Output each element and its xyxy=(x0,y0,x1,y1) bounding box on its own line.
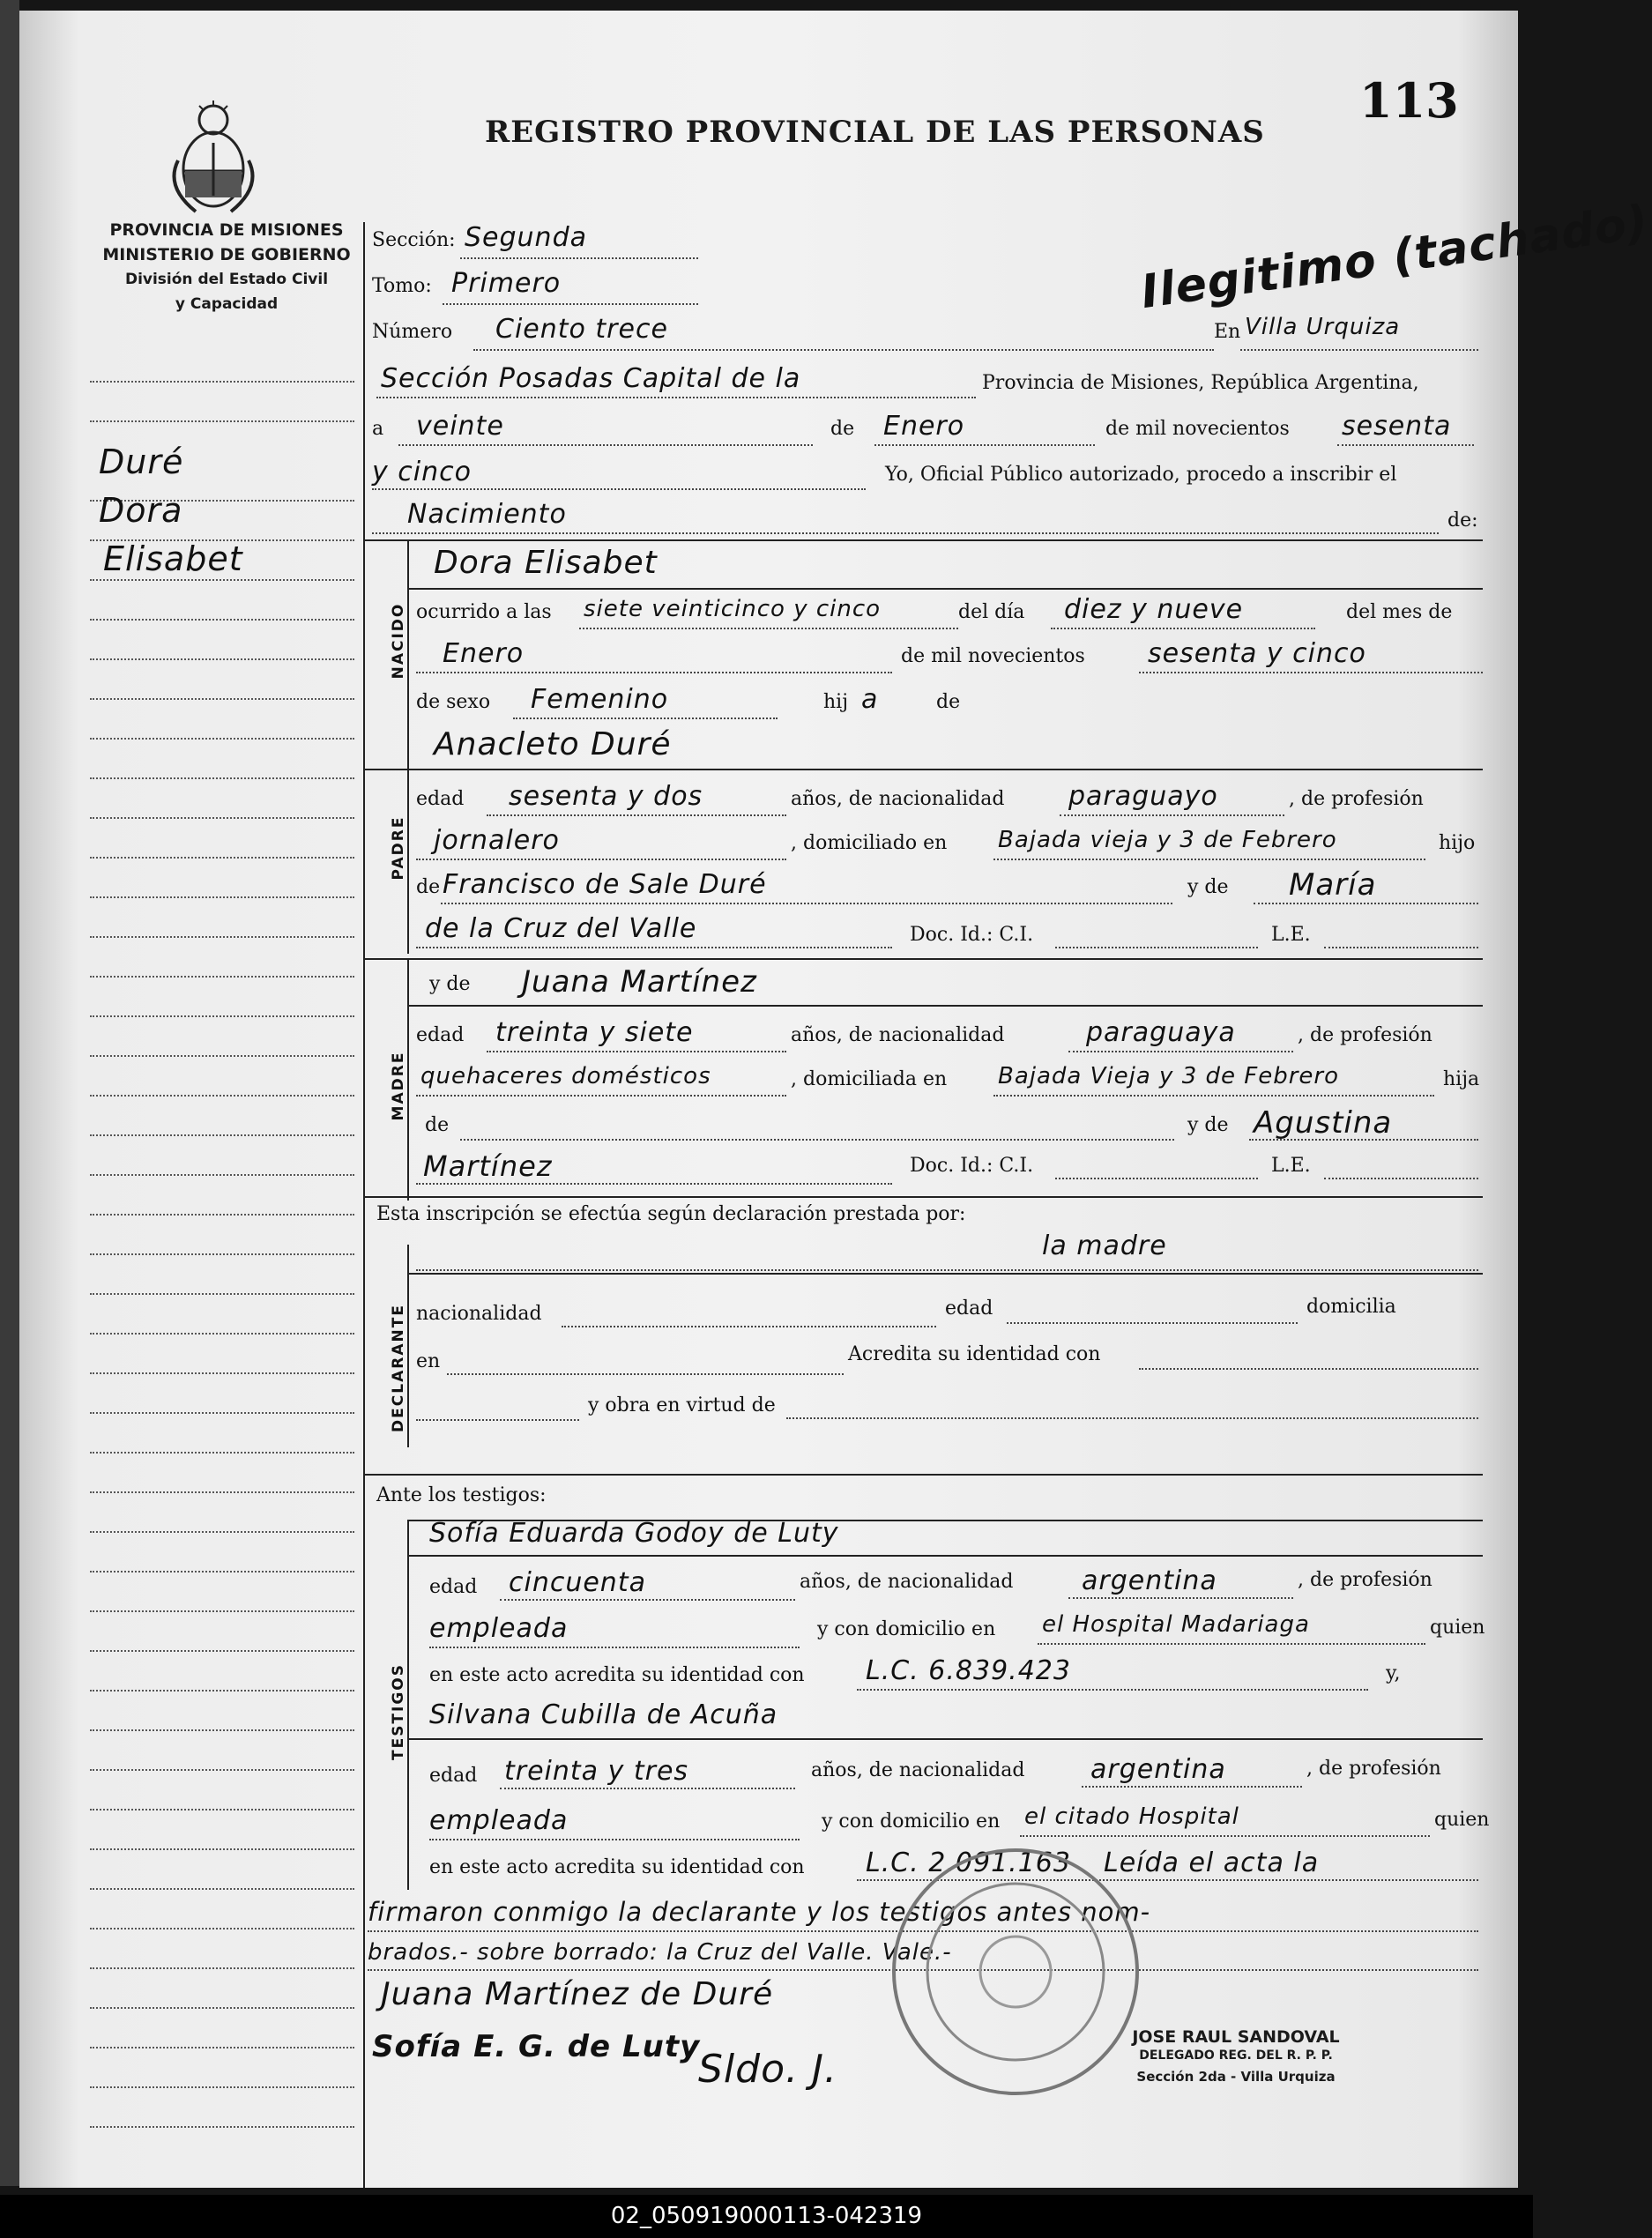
margin-line xyxy=(90,1491,354,1493)
declarante-intro: Esta inscripción se efectúa según declaración prestada por: xyxy=(376,1203,966,1225)
page-edge-left xyxy=(0,0,19,2186)
anio-value: sesenta xyxy=(1342,411,1452,442)
del-mes-label: del mes de xyxy=(1346,601,1453,623)
padre-profesion-value: jornalero xyxy=(434,825,560,856)
padre-nombre: Anacleto Duré xyxy=(434,726,672,762)
closing-line2: firmaron conmigo la declarante y los testigos antes nom- xyxy=(368,1897,1151,1927)
madre-nac-label: años, de nacionalidad xyxy=(791,1024,1005,1046)
margin-line xyxy=(90,1888,354,1890)
t2-dom-value: el citado Hospital xyxy=(1024,1803,1239,1830)
padre-prof-label: , de profesión xyxy=(1289,788,1424,810)
margin-line xyxy=(90,1214,354,1216)
t1-edad-value: cincuenta xyxy=(509,1567,646,1598)
padre-madre-value2: de la Cruz del Valle xyxy=(425,913,697,944)
padre-y-de-label: y de xyxy=(1187,876,1229,898)
t2-quien-label: quien xyxy=(1434,1809,1490,1831)
margin-line xyxy=(90,1015,354,1017)
margin-line xyxy=(90,2047,354,2048)
margin-line xyxy=(90,1531,354,1533)
numero-label: Número xyxy=(372,321,453,343)
anio-nac-value: sesenta y cinco xyxy=(1148,638,1366,669)
margin-rule xyxy=(363,222,365,2188)
del-dia-label: del día xyxy=(958,601,1025,623)
official-seal-icon xyxy=(888,1844,1143,2100)
sexo-label: de sexo xyxy=(416,691,491,713)
margin-line xyxy=(90,1571,354,1573)
nacido-nombre: Dora Elisabet xyxy=(434,545,658,581)
t2-nac-label: años, de nacionalidad xyxy=(811,1759,1025,1781)
closing-line1: Leída el acta la xyxy=(1104,1848,1320,1878)
margin-middle-name: Elisabet xyxy=(103,539,243,578)
nacido-label: NACIDO xyxy=(390,602,407,680)
padre-domicilio-value: Bajada vieja y 3 de Febrero xyxy=(998,827,1337,853)
testigos-intro: Ante los testigos: xyxy=(376,1484,547,1506)
madre-prof-label: , de profesión xyxy=(1298,1024,1432,1046)
tomo-value: Primero xyxy=(451,268,562,299)
padre-edad-label: edad xyxy=(416,788,465,810)
org-line-ministry: MINISTERIO DE GOBIERNO xyxy=(102,245,351,264)
mil-nac-label: de mil novecientos xyxy=(901,645,1085,667)
padre-padre-value: Francisco de Sale Duré xyxy=(443,869,767,900)
provincia-text: Provincia de Misiones, República Argentina, xyxy=(982,372,1419,394)
margin-line xyxy=(90,777,354,779)
coat-of-arms-icon xyxy=(160,99,266,218)
t1-nac-label: años, de nacionalidad xyxy=(800,1571,1014,1593)
mes-value: Enero xyxy=(883,411,965,442)
padre-label: PADRE xyxy=(390,815,407,881)
declarante-domicilia-label: domicilia xyxy=(1306,1296,1396,1318)
seccion-label: Sección: xyxy=(372,229,456,251)
madre-domicilio-value: Bajada Vieja y 3 de Febrero xyxy=(998,1063,1340,1089)
anio2-value: y cinco xyxy=(372,457,472,487)
testigo2-nombre: Silvana Cubilla de Acuña xyxy=(429,1699,778,1730)
t2-prof-value: empleada xyxy=(429,1805,569,1836)
en-value: Villa Urquiza xyxy=(1245,314,1401,340)
t1-doc-value: L.C. 6.839.423 xyxy=(866,1655,1071,1686)
margin-line xyxy=(90,1055,354,1057)
margin-line xyxy=(90,857,354,859)
madre-edad-label: edad xyxy=(416,1024,465,1046)
oficial-nombre: JOSE RAUL SANDOVAL xyxy=(1132,2027,1340,2047)
register-page xyxy=(19,11,1652,2188)
closing-line3: brados.- sobre borrado: la Cruz del Valle. Vale.- xyxy=(368,1939,952,1966)
firma-testigo: Sofía E. G. de Luty xyxy=(372,2029,701,2064)
testigos-label: TESTIGOS xyxy=(390,1662,407,1761)
madre-le-label: L.E. xyxy=(1271,1155,1311,1177)
t2-edad-value: treinta y tres xyxy=(504,1756,689,1787)
margin-line xyxy=(90,2126,354,2128)
t2-dom-label: y con domicilio en xyxy=(822,1810,1001,1833)
hij-suffix: a xyxy=(861,684,879,715)
mil-label: de mil novecientos xyxy=(1105,418,1290,440)
dia-nac-value: diez y nueve xyxy=(1064,594,1244,625)
firma-oficial: Sldo. J. xyxy=(698,2047,837,2092)
firma-declarante: Juana Martínez de Duré xyxy=(381,1976,774,2012)
margin-line xyxy=(90,1333,354,1335)
margin-line xyxy=(90,936,354,938)
margin-line xyxy=(90,1095,354,1097)
margin-line xyxy=(90,381,354,383)
margin-stamp: Ilegitimo (tachado) xyxy=(1137,195,1652,320)
t1-dom-label: y con domicilio en xyxy=(817,1618,996,1640)
t1-prof-label: , de profesión xyxy=(1298,1569,1432,1591)
margin-line xyxy=(90,1769,354,1771)
margin-line xyxy=(90,1452,354,1454)
t1-acredita-label: en este acto acredita su identidad con xyxy=(429,1664,805,1686)
org-line-capacity: y Capacidad xyxy=(175,295,279,313)
org-line-division: División del Estado Civil xyxy=(124,271,329,288)
margin-line xyxy=(90,1729,354,1731)
padre-nac-value: paraguayo xyxy=(1068,781,1218,812)
margin-line xyxy=(90,1928,354,1929)
madre-nombre: Juana Martínez xyxy=(522,964,757,1000)
declarante-edad-label: edad xyxy=(945,1297,993,1320)
t1-prof-value: empleada xyxy=(429,1613,569,1644)
margin-line xyxy=(90,1610,354,1612)
localidad-value: Sección Posadas Capital de la xyxy=(381,363,801,394)
padre-de-label: de xyxy=(416,876,441,898)
footer-id: 02_050919000113-042319 xyxy=(0,2195,1533,2238)
en-label: En xyxy=(1214,321,1241,343)
padre-dom-label: , domiciliado en xyxy=(791,832,948,854)
hij-label: hij xyxy=(823,691,849,713)
margin-line xyxy=(90,1372,354,1374)
t2-nac-value: argentina xyxy=(1090,1754,1226,1785)
numero-value: Ciento trece xyxy=(495,314,668,345)
margin-line xyxy=(90,1848,354,1850)
margin-line xyxy=(90,976,354,978)
margin-surname: Duré xyxy=(99,442,184,481)
margin-line xyxy=(90,896,354,898)
sexo-value: Femenino xyxy=(531,684,669,715)
madre-edad-value: treinta y siete xyxy=(495,1017,694,1048)
padre-edad-value: sesenta y dos xyxy=(509,781,703,812)
nacido-de-label: de xyxy=(936,691,961,713)
de-colon: de: xyxy=(1447,509,1478,532)
margin-line xyxy=(90,658,354,660)
t2-prof-label: , de profesión xyxy=(1306,1758,1441,1780)
hora-value: siete veinticinco y cinco xyxy=(584,596,882,622)
madre-nac-value: paraguaya xyxy=(1086,1017,1236,1048)
margin-line xyxy=(90,579,354,581)
t1-y-label: y, xyxy=(1386,1662,1401,1684)
margin-line xyxy=(90,1967,354,1969)
madre-doc-label: Doc. Id.: C.I. xyxy=(910,1155,1034,1177)
oficial-cargo: DELEGADO REG. DEL R. P. P. xyxy=(1139,2048,1333,2063)
t1-dom-value: el Hospital Madariaga xyxy=(1042,1611,1310,1638)
t2-edad-label: edad xyxy=(429,1765,478,1787)
padre-nac-label: años, de nacionalidad xyxy=(791,788,1005,810)
margin-line xyxy=(90,1809,354,1810)
acto-value: Nacimiento xyxy=(407,499,567,530)
madre-y-de-label: y de xyxy=(429,973,471,995)
margin-line xyxy=(90,1690,354,1692)
madre-label: MADRE xyxy=(390,1051,407,1121)
oficial-seccion: Sección 2da - Villa Urquiza xyxy=(1136,2069,1336,2085)
declarante-label: DECLARANTE xyxy=(390,1304,407,1432)
padre-madre-value: María xyxy=(1289,867,1377,903)
margin-line xyxy=(90,1412,354,1414)
margin-line xyxy=(90,420,354,422)
margin-line xyxy=(90,698,354,700)
margin-line xyxy=(90,1650,354,1652)
seccion-value: Segunda xyxy=(465,222,587,253)
madre-madre-value: Agustina xyxy=(1254,1105,1393,1141)
de-label: de xyxy=(830,418,855,440)
madre-hija-label: hija xyxy=(1443,1068,1480,1090)
declarante-por: la madre xyxy=(1042,1231,1167,1261)
margin-line xyxy=(90,1253,354,1255)
page-number: 113 xyxy=(1359,72,1459,129)
t2-acredita-label: en este acto acredita su identidad con xyxy=(429,1856,805,1878)
margin-line xyxy=(90,1134,354,1136)
t1-edad-label: edad xyxy=(429,1576,478,1598)
margin-line xyxy=(90,2007,354,2009)
oficial-text: Yo, Oficial Público autorizado, procedo a inscribir el xyxy=(885,464,1397,486)
margin-line xyxy=(90,1293,354,1295)
t1-quien-label: quien xyxy=(1430,1617,1485,1639)
tomo-label: Tomo: xyxy=(372,275,432,297)
madre-y-de2-label: y de xyxy=(1187,1114,1229,1136)
document-title: REGISTRO PROVINCIAL DE LAS PERSONAS xyxy=(485,115,1265,150)
madre-profesion-value: quehaceres domésticos xyxy=(420,1063,711,1089)
madre-dom-label: , domiciliada en xyxy=(791,1068,948,1090)
declarante-obra-label: y obra en virtud de xyxy=(588,1394,776,1416)
madre-de-label: de xyxy=(425,1114,450,1136)
t2-doc-value: L.C. 2.091.163 xyxy=(866,1848,1071,1878)
t1-nac-value: argentina xyxy=(1082,1565,1217,1596)
madre-madre-value2: Martínez xyxy=(423,1149,553,1183)
padre-hijo-label: hijo xyxy=(1439,832,1476,854)
testigo1-nombre: Sofía Eduarda Godoy de Luty xyxy=(429,1518,839,1549)
margin-line xyxy=(90,1174,354,1176)
declarante-en-label: en xyxy=(416,1350,441,1372)
org-line-province: PROVINCIA DE MISIONES xyxy=(109,220,344,240)
dia-value: veinte xyxy=(416,411,504,442)
margin-line xyxy=(90,619,354,621)
declarante-nac-label: nacionalidad xyxy=(416,1303,542,1325)
margin-line xyxy=(90,2086,354,2088)
a-label: a xyxy=(372,418,384,440)
ocurrido-label: ocurrido a las xyxy=(416,601,552,623)
margin-first-name: Dora xyxy=(99,491,183,530)
padre-le-label: L.E. xyxy=(1271,924,1311,946)
mes-nac-value: Enero xyxy=(443,638,525,669)
margin-line xyxy=(90,817,354,819)
padre-doc-label: Doc. Id.: C.I. xyxy=(910,924,1034,946)
declarante-acredita-label: Acredita su identidad con xyxy=(848,1343,1101,1365)
margin-line xyxy=(90,738,354,740)
org-block xyxy=(86,218,368,316)
